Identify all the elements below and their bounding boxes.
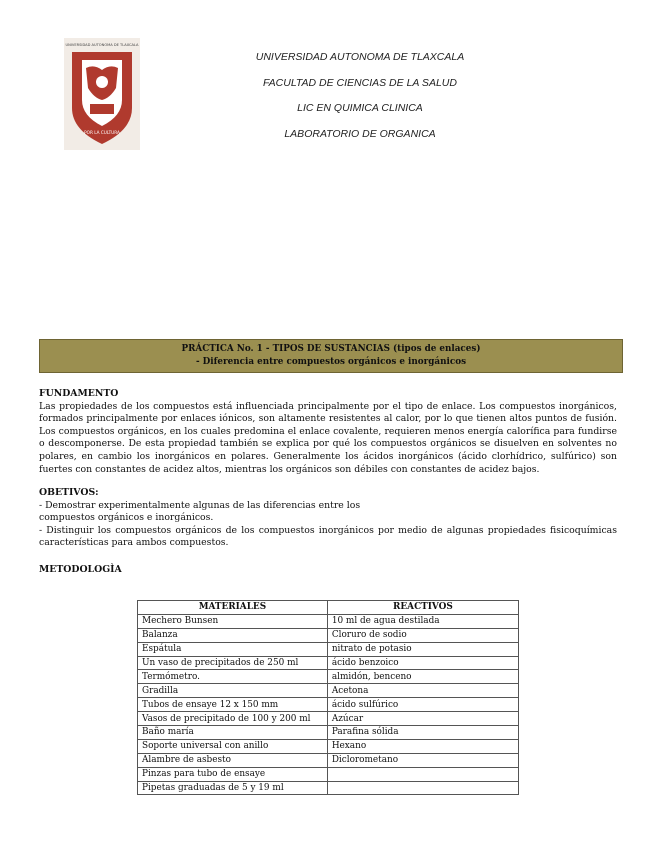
reactivo-cell: 10 ml de agua destilada <box>327 614 518 628</box>
material-cell: Gradilla <box>138 684 328 698</box>
material-cell: Mechero Bunsen <box>138 614 328 628</box>
fundamento-section <box>39 388 617 476</box>
material-cell: Soporte universal con anillo <box>138 739 328 753</box>
document-header <box>200 48 520 150</box>
table-row <box>138 628 519 642</box>
reactivo-cell: Diclorometano <box>327 753 518 767</box>
table-row <box>138 726 519 740</box>
reactivo-cell: almidón, benceno <box>327 670 518 684</box>
reactivo-cell: ácido sulfúrico <box>327 698 518 712</box>
material-cell: Espátula <box>138 642 328 656</box>
materials-reagents-table <box>137 600 519 795</box>
objetivo-1b: compuestos orgánicos e inorgánicos. <box>39 512 214 524</box>
practice-subtitle: - Diferencia entre compuestos orgánicos e inorgánicos <box>195 357 467 367</box>
objetivos-section <box>39 487 617 550</box>
material-cell: Baño maría <box>138 726 328 740</box>
fundamento-title: FUNDAMENTO <box>39 388 119 399</box>
practice-title-banner <box>39 339 623 373</box>
table-row <box>138 698 519 712</box>
university-seal-icon <box>64 38 140 150</box>
table-row <box>138 712 519 726</box>
table-row <box>138 684 519 698</box>
header-reactivos: REACTIVOS <box>327 601 518 615</box>
objetivo-2: - Distinguir los compuestos orgánicos de los compuestos inorgánicos por medio de algunas propiedades fisicoquímicas características para ambos compuestos. <box>39 524 617 549</box>
table-row <box>138 670 519 684</box>
material-cell: Balanza <box>138 628 328 642</box>
reactivo-cell <box>327 781 518 795</box>
material-cell: Alambre de asbesto <box>138 753 328 767</box>
objetivos-title: OBETIVOS: <box>39 487 99 498</box>
header-university: UNIVERSIDAD AUTONOMA DE TLAXCALA <box>255 51 465 63</box>
reactivo-cell: Parafina sólida <box>327 726 518 740</box>
reactivo-cell: Acetona <box>327 684 518 698</box>
table-row <box>138 656 519 670</box>
material-cell: Pipetas graduadas de 5 y 19 ml <box>138 781 328 795</box>
table-row <box>138 767 519 781</box>
material-cell: Vasos de precipitado de 100 y 200 ml <box>138 712 328 726</box>
reactivo-cell <box>327 767 518 781</box>
material-cell: Termómetro. <box>138 670 328 684</box>
material-cell: Pinzas para tubo de ensaye <box>138 767 328 781</box>
table-header-row <box>138 601 519 615</box>
fundamento-text: Las propiedades de los compuestos está influenciada principalmente por el tipo de enlace. Los compuestos inorgánicos, formados principalmente por enlaces iónicos, son altamente resistentes al calor, por lo que tienen altos puntos de fusión. Los compuestos orgánicos, en los cuales predomina el enlace covalente, requieren menos energía calorífica para fundirse o descomponerse. De esta propiedad también se explica por qué los compuestos orgánicos se disuelven en solventes no polares, en cambio los inorgánicos en polares. Generalmente los ácidos inorgánicos (ácido clorhídrico, sulfúrico) son fuertes con constantes de acidez altos, mientras los orgánicos son débiles con constantes de acidez bajos. <box>39 400 617 475</box>
header-materiales: MATERIALES <box>138 601 328 615</box>
reactivo-cell: ácido benzoico <box>327 656 518 670</box>
reactivo-cell: Hexano <box>327 739 518 753</box>
material-cell: Un vaso de precipitados de 250 ml <box>138 656 328 670</box>
metodologia-title: METODOLOGÌA <box>39 564 122 575</box>
table-row <box>138 753 519 767</box>
reactivo-cell: Cloruro de sodio <box>327 628 518 642</box>
table-row <box>138 739 519 753</box>
practice-title: PRÁCTICA No. 1 - TIPOS DE SUSTANCIAS (tipos de enlaces) <box>181 344 481 354</box>
header-degree: LIC EN QUIMICA CLINICA <box>297 102 423 114</box>
university-logo <box>64 38 140 150</box>
header-faculty: FACULTAD DE CIENCIAS DE LA SALUD <box>263 76 457 89</box>
objetivo-1a: - Demostrar experimentalmente algunas de las diferencias entre los <box>39 499 361 511</box>
reactivo-cell: Azúcar <box>327 712 518 726</box>
table-row <box>138 642 519 656</box>
table-row <box>138 614 519 628</box>
logo-top-text: UNIVERSIDAD AUTONOMA DE TLAXCALA <box>65 43 139 47</box>
table-row <box>138 781 519 795</box>
header-lab: LABORATORIO DE ORGANICA <box>284 127 436 140</box>
reactivo-cell: nitrato de potasio <box>327 642 518 656</box>
material-cell: Tubos de ensaye 12 x 150 mm <box>138 698 328 712</box>
logo-bottom-text: POR LA CULTURA <box>84 130 120 135</box>
